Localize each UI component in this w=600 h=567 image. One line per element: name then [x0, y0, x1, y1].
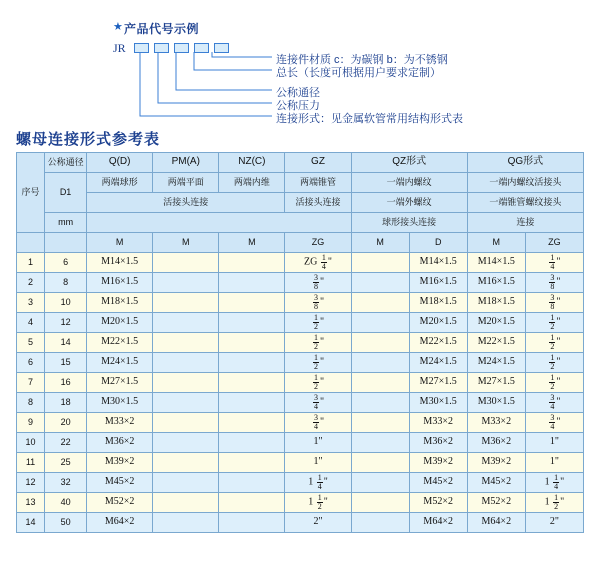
cell-qg-zg: $\frac{3}{8}$ "	[525, 273, 583, 293]
cell-gz-thread: $\frac{1}{2}$ "	[285, 333, 351, 353]
header-group-code-q: Q(D)	[87, 153, 153, 173]
cell-qg-zg: $\frac{1}{4}$ "	[525, 253, 583, 273]
cell-nz-thread	[219, 373, 285, 393]
cell-qz-m	[351, 433, 409, 453]
cell-qz-d: M16×1.5	[409, 273, 467, 293]
cell-pm-thread	[153, 273, 219, 293]
cell-pm-thread	[153, 413, 219, 433]
header-unit-qg-zg: ZG	[525, 233, 583, 253]
cell-q-thread: M14×1.5	[87, 253, 153, 273]
cell-pm-thread	[153, 433, 219, 453]
header-unit-qg-m: M	[467, 233, 525, 253]
cell-qz-d: M22×1.5	[409, 333, 467, 353]
cell-qz-m	[351, 413, 409, 433]
header-unit-dn-blank	[45, 233, 87, 253]
cell-nz-thread	[219, 313, 285, 333]
cell-qg-m: M22×1.5	[467, 333, 525, 353]
cell-q-thread: M18×1.5	[87, 293, 153, 313]
legend-nominal-diameter: 公称通径	[276, 87, 320, 99]
cell-qg-m: M33×2	[467, 413, 525, 433]
cell-qg-m: M27×1.5	[467, 373, 525, 393]
cell-seq: 12	[17, 473, 45, 493]
cell-qg-zg: $\frac{3}{8}$ "	[525, 293, 583, 313]
cell-pm-thread	[153, 313, 219, 333]
header-group-name-qz-1: 一端内螺纹	[351, 173, 467, 193]
header-unit-q: M	[87, 233, 153, 253]
cell-pm-thread	[153, 513, 219, 533]
cell-nominal-diameter: 16	[45, 373, 87, 393]
cell-qz-m	[351, 313, 409, 333]
cell-gz-thread: 1"	[285, 453, 351, 473]
cell-nz-thread	[219, 433, 285, 453]
cell-qg-m: M52×2	[467, 493, 525, 513]
table-row	[17, 433, 584, 453]
header-group-name-q: 两端球形	[87, 173, 153, 193]
cell-nz-thread	[219, 333, 285, 353]
cell-qg-m: M64×2	[467, 513, 525, 533]
cell-qg-zg: 1 $\frac{1}{4}$ "	[525, 473, 583, 493]
code-box	[174, 43, 189, 53]
cell-qg-zg: 1"	[525, 453, 583, 473]
header-unit-pm: M	[153, 233, 219, 253]
cell-qg-m: M14×1.5	[467, 253, 525, 273]
code-box	[134, 43, 149, 53]
cell-q-thread: M16×1.5	[87, 273, 153, 293]
cell-nominal-diameter: 32	[45, 473, 87, 493]
cell-qg-m: M20×1.5	[467, 313, 525, 333]
cell-nz-thread	[219, 413, 285, 433]
table-row	[17, 353, 584, 373]
cell-qg-m: M24×1.5	[467, 353, 525, 373]
cell-nominal-diameter: 14	[45, 333, 87, 353]
cell-nominal-diameter: 12	[45, 313, 87, 333]
cell-pm-thread	[153, 473, 219, 493]
cell-qz-m	[351, 293, 409, 313]
cell-nominal-diameter: 6	[45, 253, 87, 273]
header-unit-qz-d: D	[409, 233, 467, 253]
table-row	[17, 273, 584, 293]
cell-qz-d: M52×2	[409, 493, 467, 513]
header-group-name-nz: 两端内维	[219, 173, 285, 193]
table-row	[17, 393, 584, 413]
product-code-diagram	[0, 0, 600, 130]
cell-gz-thread: $\frac{3}{8}$ "	[285, 273, 351, 293]
cell-gz-thread: $\frac{1}{2}$ "	[285, 373, 351, 393]
header-unit-qz-m: M	[351, 233, 409, 253]
cell-qz-m	[351, 473, 409, 493]
cell-qg-zg: $\frac{1}{2}$ "	[525, 373, 583, 393]
table-row	[17, 513, 584, 533]
cell-qz-m	[351, 253, 409, 273]
header-group-name-qg-2: 一端锥管螺纹接头	[467, 193, 583, 213]
cell-seq: 9	[17, 413, 45, 433]
cell-q-thread: M27×1.5	[87, 373, 153, 393]
cell-qg-m: M18×1.5	[467, 293, 525, 313]
cell-nominal-diameter: 22	[45, 433, 87, 453]
header-seq: 序号	[17, 153, 45, 233]
header-dn-cn: 公称通径	[45, 153, 87, 173]
cell-qg-m: M45×2	[467, 473, 525, 493]
header-group-name-gz: 两端锥管	[285, 173, 351, 193]
legend-length: 总长（长度可根据用户要求定制）	[276, 67, 441, 79]
table-row	[17, 293, 584, 313]
cell-gz-thread: 1 $\frac{1}{4}$ "	[285, 473, 351, 493]
cell-seq: 4	[17, 313, 45, 333]
section-title: 螺母连接形式参考表	[16, 131, 161, 148]
cell-gz-thread: $\frac{3}{8}$ "	[285, 293, 351, 313]
cell-qg-zg: $\frac{1}{2}$ "	[525, 353, 583, 373]
header-row-sub2	[17, 213, 584, 233]
legend-nominal-pressure: 公称压力	[276, 100, 320, 112]
cell-nominal-diameter: 15	[45, 353, 87, 373]
cell-gz-thread: ZG $\frac{1}{4}$ "	[285, 253, 351, 273]
cell-qg-zg: $\frac{1}{2}$ "	[525, 333, 583, 353]
cell-qg-zg: $\frac{3}{4}$ "	[525, 413, 583, 433]
cell-nz-thread	[219, 473, 285, 493]
code-placeholder-boxes	[134, 43, 229, 53]
header-sub-union: 活接头连接	[87, 193, 285, 213]
legend-material: 连接件材质 c：为碳钢 b：为不锈钢	[276, 54, 448, 66]
cell-qz-d: M45×2	[409, 473, 467, 493]
table-header	[17, 153, 584, 253]
cell-seq: 8	[17, 393, 45, 413]
cell-qz-m	[351, 353, 409, 373]
header-group-code-gz: GZ	[285, 153, 351, 173]
table-row	[17, 253, 584, 273]
cell-nominal-diameter: 20	[45, 413, 87, 433]
code-box	[154, 43, 169, 53]
cell-seq: 6	[17, 353, 45, 373]
cell-nominal-diameter: 40	[45, 493, 87, 513]
header-group-name-qz-2: 一端外螺纹	[351, 193, 467, 213]
cell-q-thread: M64×2	[87, 513, 153, 533]
table-row	[17, 493, 584, 513]
cell-q-thread: M36×2	[87, 433, 153, 453]
cell-pm-thread	[153, 373, 219, 393]
cell-nz-thread	[219, 453, 285, 473]
table-row	[17, 473, 584, 493]
cell-nominal-diameter: 25	[45, 453, 87, 473]
cell-qz-m	[351, 373, 409, 393]
cell-nominal-diameter: 8	[45, 273, 87, 293]
cell-seq: 10	[17, 433, 45, 453]
reference-table	[16, 152, 584, 533]
cell-qz-m	[351, 273, 409, 293]
cell-qz-m	[351, 453, 409, 473]
cell-pm-thread	[153, 353, 219, 373]
cell-qz-d: M27×1.5	[409, 373, 467, 393]
header-row-names	[17, 173, 584, 193]
diagram-title: 产品代号示例	[124, 22, 200, 36]
table-body	[17, 253, 584, 533]
cell-q-thread: M52×2	[87, 493, 153, 513]
cell-nz-thread	[219, 253, 285, 273]
cell-pm-thread	[153, 493, 219, 513]
header-group-code-pm: PM(A)	[153, 153, 219, 173]
cell-qz-d: M64×2	[409, 513, 467, 533]
cell-qz-d: M30×1.5	[409, 393, 467, 413]
table-row	[17, 413, 584, 433]
cell-gz-thread: $\frac{3}{4}$ "	[285, 413, 351, 433]
cell-nz-thread	[219, 293, 285, 313]
header-group-code-qg: QG形式	[467, 153, 583, 173]
cell-qg-m: M36×2	[467, 433, 525, 453]
cell-q-thread: M45×2	[87, 473, 153, 493]
cell-seq: 1	[17, 253, 45, 273]
cell-gz-thread: 2"	[285, 513, 351, 533]
cell-nominal-diameter: 10	[45, 293, 87, 313]
cell-seq: 11	[17, 453, 45, 473]
cell-seq: 2	[17, 273, 45, 293]
cell-seq: 3	[17, 293, 45, 313]
cell-qz-d: M18×1.5	[409, 293, 467, 313]
cell-q-thread: M30×1.5	[87, 393, 153, 413]
cell-pm-thread	[153, 393, 219, 413]
cell-pm-thread	[153, 253, 219, 273]
cell-gz-thread: 1"	[285, 433, 351, 453]
header-sub-connection: 连接	[467, 213, 583, 233]
star-icon: ★	[113, 21, 123, 33]
table-row	[17, 313, 584, 333]
header-sub-union-gz: 活接头连接	[285, 193, 351, 213]
cell-qz-d: M20×1.5	[409, 313, 467, 333]
header-row-codes	[17, 153, 584, 173]
cell-gz-thread: $\frac{1}{2}$ "	[285, 313, 351, 333]
table-row	[17, 333, 584, 353]
header-group-name-pm: 两端平面	[153, 173, 219, 193]
header-unit-nz: M	[219, 233, 285, 253]
header-sub-ball-joint: 球形接头连接	[351, 213, 467, 233]
cell-q-thread: M33×2	[87, 413, 153, 433]
cell-qg-zg: $\frac{3}{4}$ "	[525, 393, 583, 413]
cell-qz-m	[351, 493, 409, 513]
cell-q-thread: M20×1.5	[87, 313, 153, 333]
code-box	[194, 43, 209, 53]
cell-q-thread: M22×1.5	[87, 333, 153, 353]
header-group-code-qz: QZ形式	[351, 153, 467, 173]
cell-qg-m: M30×1.5	[467, 393, 525, 413]
table-row	[17, 453, 584, 473]
header-spacer	[87, 213, 351, 233]
cell-nominal-diameter: 18	[45, 393, 87, 413]
cell-nz-thread	[219, 513, 285, 533]
cell-qz-m	[351, 393, 409, 413]
cell-q-thread: M24×1.5	[87, 353, 153, 373]
cell-seq: 14	[17, 513, 45, 533]
cell-qz-d: M24×1.5	[409, 353, 467, 373]
cell-qg-m: M39×2	[467, 453, 525, 473]
cell-pm-thread	[153, 333, 219, 353]
code-prefix: JR	[113, 41, 126, 55]
cell-gz-thread: 1 $\frac{1}{2}$ "	[285, 493, 351, 513]
header-dn-d1: D1	[45, 173, 87, 213]
cell-qg-zg: 1 $\frac{1}{2}$ "	[525, 493, 583, 513]
cell-pm-thread	[153, 293, 219, 313]
cell-nz-thread	[219, 493, 285, 513]
cell-qg-zg: 1"	[525, 433, 583, 453]
header-row-units	[17, 233, 584, 253]
header-group-name-qg-1: 一端内螺纹活接头	[467, 173, 583, 193]
cell-qz-d: M33×2	[409, 413, 467, 433]
cell-qz-d: M39×2	[409, 453, 467, 473]
header-row-sub	[17, 193, 584, 213]
cell-nz-thread	[219, 273, 285, 293]
cell-qz-d: M14×1.5	[409, 253, 467, 273]
cell-nz-thread	[219, 353, 285, 373]
cell-seq: 5	[17, 333, 45, 353]
header-unit-seq-blank	[17, 233, 45, 253]
code-box	[214, 43, 229, 53]
nut-connection-reference-table	[16, 152, 584, 533]
cell-qz-m	[351, 513, 409, 533]
cell-qg-zg: $\frac{1}{2}$ "	[525, 313, 583, 333]
cell-qg-zg: 2"	[525, 513, 583, 533]
header-group-code-nz: NZ(C)	[219, 153, 285, 173]
header-dn-unit: mm	[45, 213, 87, 233]
legend-connection-type: 连接形式：见金属软管常用结构形式表	[276, 113, 463, 125]
cell-pm-thread	[153, 453, 219, 473]
cell-qg-m: M16×1.5	[467, 273, 525, 293]
cell-qz-m	[351, 333, 409, 353]
cell-seq: 13	[17, 493, 45, 513]
table-row	[17, 373, 584, 393]
header-unit-gz: ZG	[285, 233, 351, 253]
cell-q-thread: M39×2	[87, 453, 153, 473]
cell-nz-thread	[219, 393, 285, 413]
cell-qz-d: M36×2	[409, 433, 467, 453]
cell-gz-thread: $\frac{1}{2}$ "	[285, 353, 351, 373]
cell-seq: 7	[17, 373, 45, 393]
cell-nominal-diameter: 50	[45, 513, 87, 533]
cell-gz-thread: $\frac{3}{4}$ "	[285, 393, 351, 413]
